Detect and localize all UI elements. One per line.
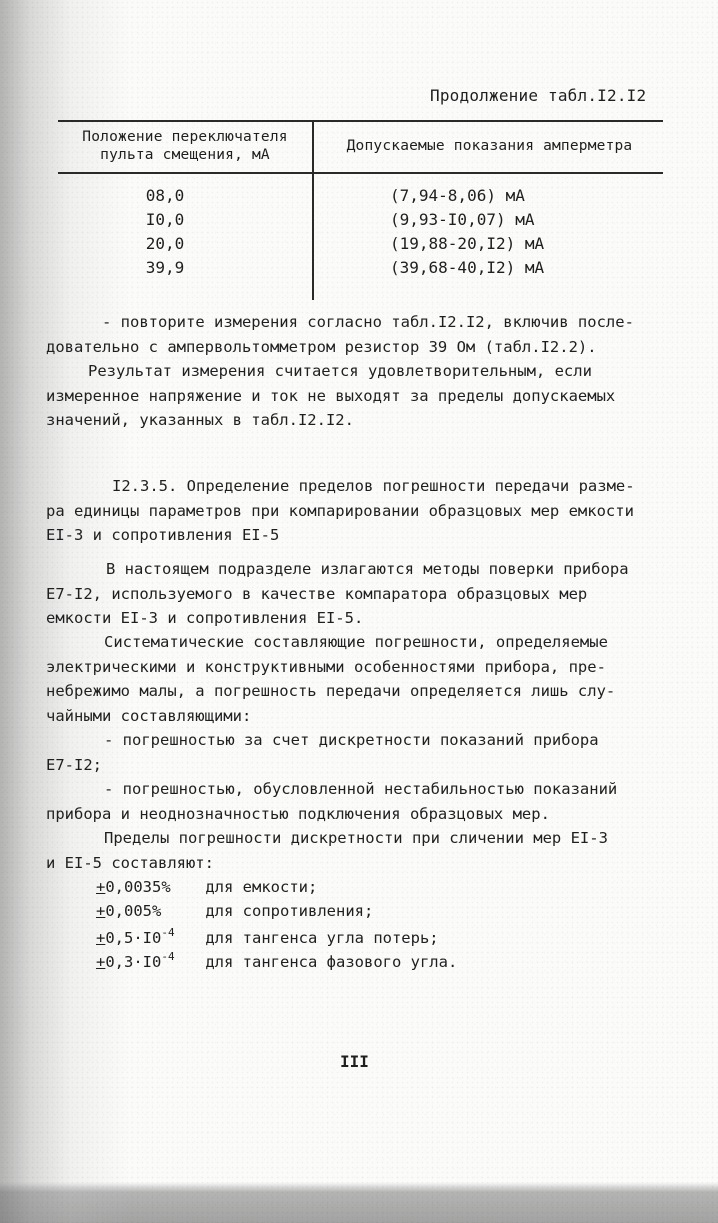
tolerance-exponent: -4 (161, 950, 175, 963)
tolerance-value: 0,005% (105, 902, 162, 920)
tolerance-exponent: -4 (161, 926, 175, 939)
tolerance-resistance (96, 902, 373, 920)
text-line: чайными составляющими: (46, 706, 252, 725)
paragraph-methods (46, 557, 676, 631)
text-line: и ЕI-5 составляют: (46, 853, 214, 872)
tolerance-value: 0,5·I0 (105, 929, 162, 947)
table-row-position: 39,9 (145, 258, 185, 277)
table-row-reading: (19,88-20,I2) мА (390, 234, 545, 253)
text-line: Е7-I2; (46, 755, 102, 774)
plus-minus-sign: + (96, 902, 106, 920)
text-line: измеренное напряжение и ток не выходят за пределы допускаемых (46, 386, 616, 405)
table-row-position: 20,0 (145, 234, 185, 253)
column-header-position-line1: Положение переключателя (82, 129, 288, 145)
text-line: - повторите измерения согласно табл.I2.I2, включив после- (102, 313, 634, 331)
text-line: электрическими и конструктивными особенностями прибора, пре- (46, 657, 606, 676)
table-column-divider (312, 120, 314, 300)
table-top-rule (58, 120, 663, 122)
paragraph-instability-error (46, 777, 676, 826)
tolerance-description: для тангенса фазового угла. (205, 953, 458, 971)
text-line: Е7-I2, используемого в качестве компаратора образцовых мер (46, 584, 588, 603)
table-row-position: I0,0 (145, 210, 185, 229)
plus-minus-sign: + (96, 878, 106, 896)
table-row-reading: (9,93-I0,07) мА (390, 210, 535, 229)
text-line: ЕI-3 и сопротивления ЕI-5 (46, 526, 280, 544)
tolerance-loss-tangent (96, 926, 439, 947)
text-line: - погрешностью, обусловленной нестабильностью показаний (104, 780, 618, 798)
paragraph-limits (46, 826, 676, 875)
text-line: довательно с ампервольтомметром резистор 39 Ом (табл.I2.2). (46, 337, 597, 356)
paragraph-repeat-measurement (46, 310, 676, 359)
tolerance-description: для емкости; (205, 878, 318, 896)
column-header-position (60, 128, 310, 164)
tolerance-description: для сопротивления; (205, 902, 374, 920)
text-line: емкости ЕI-3 и сопротивления ЕI-5. (46, 609, 364, 627)
text-line: Систематические составляющие погрешности, определяемые (104, 633, 608, 651)
column-header-readings: Допускаемые показания амперметра (346, 138, 633, 154)
text-line: - погрешностью за счет дискретности показаний прибора (104, 731, 599, 749)
text-line: В настоящем подразделе излагаются методы поверки прибора (106, 560, 629, 578)
paragraph-systematic-errors (46, 630, 676, 728)
tolerance-description: для тангенса угла потерь; (205, 929, 439, 947)
table-header-rule (58, 172, 663, 174)
tolerance-value: 0,3·I0 (105, 953, 162, 971)
page-number: III (340, 1052, 369, 1071)
paragraph-result (46, 359, 676, 433)
table-row-position: 08,0 (145, 186, 185, 205)
tolerance-capacitance (96, 878, 317, 896)
text-line: I2.3.5. Определение пределов погрешности передачи разме- (112, 477, 635, 495)
plus-minus-sign: + (96, 953, 106, 971)
text-line: значений, указанных в табл.I2.I2. (46, 411, 354, 429)
tolerance-value: 0,0035% (105, 878, 171, 896)
table-row-reading: (39,68-40,I2) мА (390, 258, 545, 277)
section-heading-12-3-5 (46, 474, 676, 548)
table-continuation-label: Продолжение табл.I2.I2 (430, 86, 647, 105)
text-line: Пределы погрешности дискретности при сличении мер ЕI-3 (104, 829, 608, 847)
text-line: Результат измерения считается удовлетворительным, если (88, 362, 592, 380)
tolerance-phase-tangent (96, 950, 457, 971)
column-header-position-line2: пульта смещения, мА (100, 147, 270, 163)
text-line: прибора и неоднозначностью подключения образцовых мер. (46, 804, 550, 823)
text-line: ра единицы параметров при компарировании образцовых мер емкости (46, 501, 634, 520)
text-line: небрежимо малы, а погрешность передачи определяется лишь слу- (46, 682, 616, 700)
paragraph-discreteness-error (46, 728, 676, 777)
plus-minus-sign: + (96, 929, 106, 947)
table-row-reading: (7,94-8,06) мА (390, 186, 525, 205)
